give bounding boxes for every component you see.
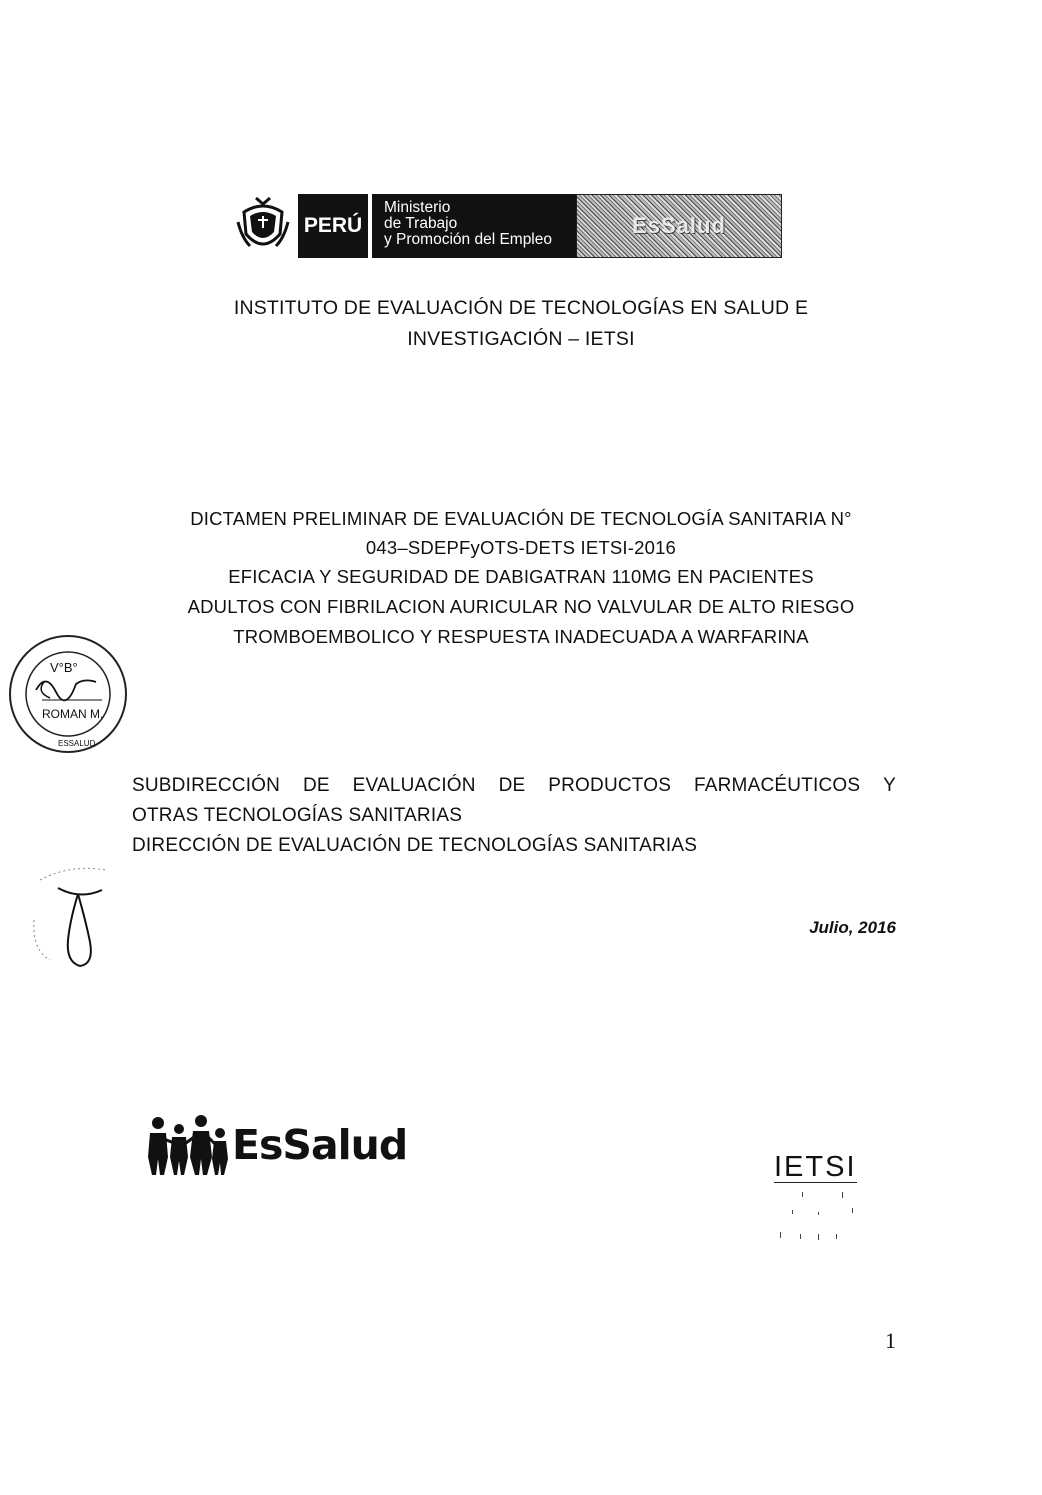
subdireccion-line-1	[132, 775, 896, 797]
stamp-vb-text: V°B°	[50, 660, 78, 675]
dictamen-line-3: EFICACIA Y SEGURIDAD DE DABIGATRAN 110MG EN PACIENTES	[228, 566, 814, 587]
dictamen-line-2: 043–SDEPFyOTS-DETS IETSI-2016	[365, 537, 677, 558]
dictamen-line-5: TROMBOEMBOLICO Y RESPUESTA INADECUADA A WARFARINA	[233, 626, 809, 647]
peru-label: PERÚ	[298, 194, 368, 258]
ministry-line-2: de Trabajo	[384, 215, 458, 232]
subdireccion-word: PRODUCTOS	[548, 775, 672, 796]
family-figures-icon	[146, 1113, 228, 1177]
essalud-footer-logo	[146, 1110, 416, 1180]
handwritten-initials	[30, 860, 120, 975]
essalud-header-logo	[576, 194, 782, 258]
scan-noise-marks	[778, 1188, 868, 1248]
stamp-org-text: ESSALUD	[58, 739, 96, 748]
dictamen-line-4: ADULTOS CON FIBRILACION AURICULAR NO VALVULAR DE ALTO RIESGO	[187, 596, 855, 617]
approval-stamp	[6, 632, 130, 756]
ietsi-footer-logo: IETSI	[774, 1151, 857, 1183]
subdireccion-line-2: OTRAS TECNOLOGÍAS SANITARIAS	[132, 805, 463, 826]
institute-title-line-2: INVESTIGACIÓN – IETSI	[407, 328, 635, 350]
institute-title-line-1: INSTITUTO DE EVALUACIÓN DE TECNOLOGÍAS EN SALUD E	[233, 297, 809, 319]
essalud-header-text: EsSalud	[632, 213, 726, 238]
ministry-line-1: Ministerio	[384, 199, 451, 216]
stamp-name-text: ROMAN M.	[42, 707, 104, 721]
peru-coat-of-arms-icon	[236, 194, 290, 258]
subdireccion-word: Y	[883, 775, 896, 796]
subdireccion-word: EVALUACIÓN	[352, 775, 476, 796]
page-number: 1	[885, 1328, 896, 1353]
dictamen-line-1: DICTAMEN PRELIMINAR DE EVALUACIÓN DE TECNOLOGÍA SANITARIA N°	[190, 508, 852, 529]
essalud-footer-text: EsSalud	[232, 1121, 408, 1169]
ministry-line-3: y Promoción del Empleo	[384, 231, 552, 248]
subdireccion-word: FARMACÉUTICOS	[694, 775, 861, 796]
ministry-logo	[372, 194, 576, 258]
subdireccion-word: DE	[498, 775, 526, 796]
subdireccion-word: SUBDIRECCIÓN	[132, 775, 281, 796]
direccion-line: DIRECCIÓN DE EVALUACIÓN DE TECNOLOGÍAS SANITARIAS	[132, 835, 698, 856]
subdireccion-word: DE	[302, 775, 330, 796]
document-date: Julio, 2016	[809, 918, 896, 937]
